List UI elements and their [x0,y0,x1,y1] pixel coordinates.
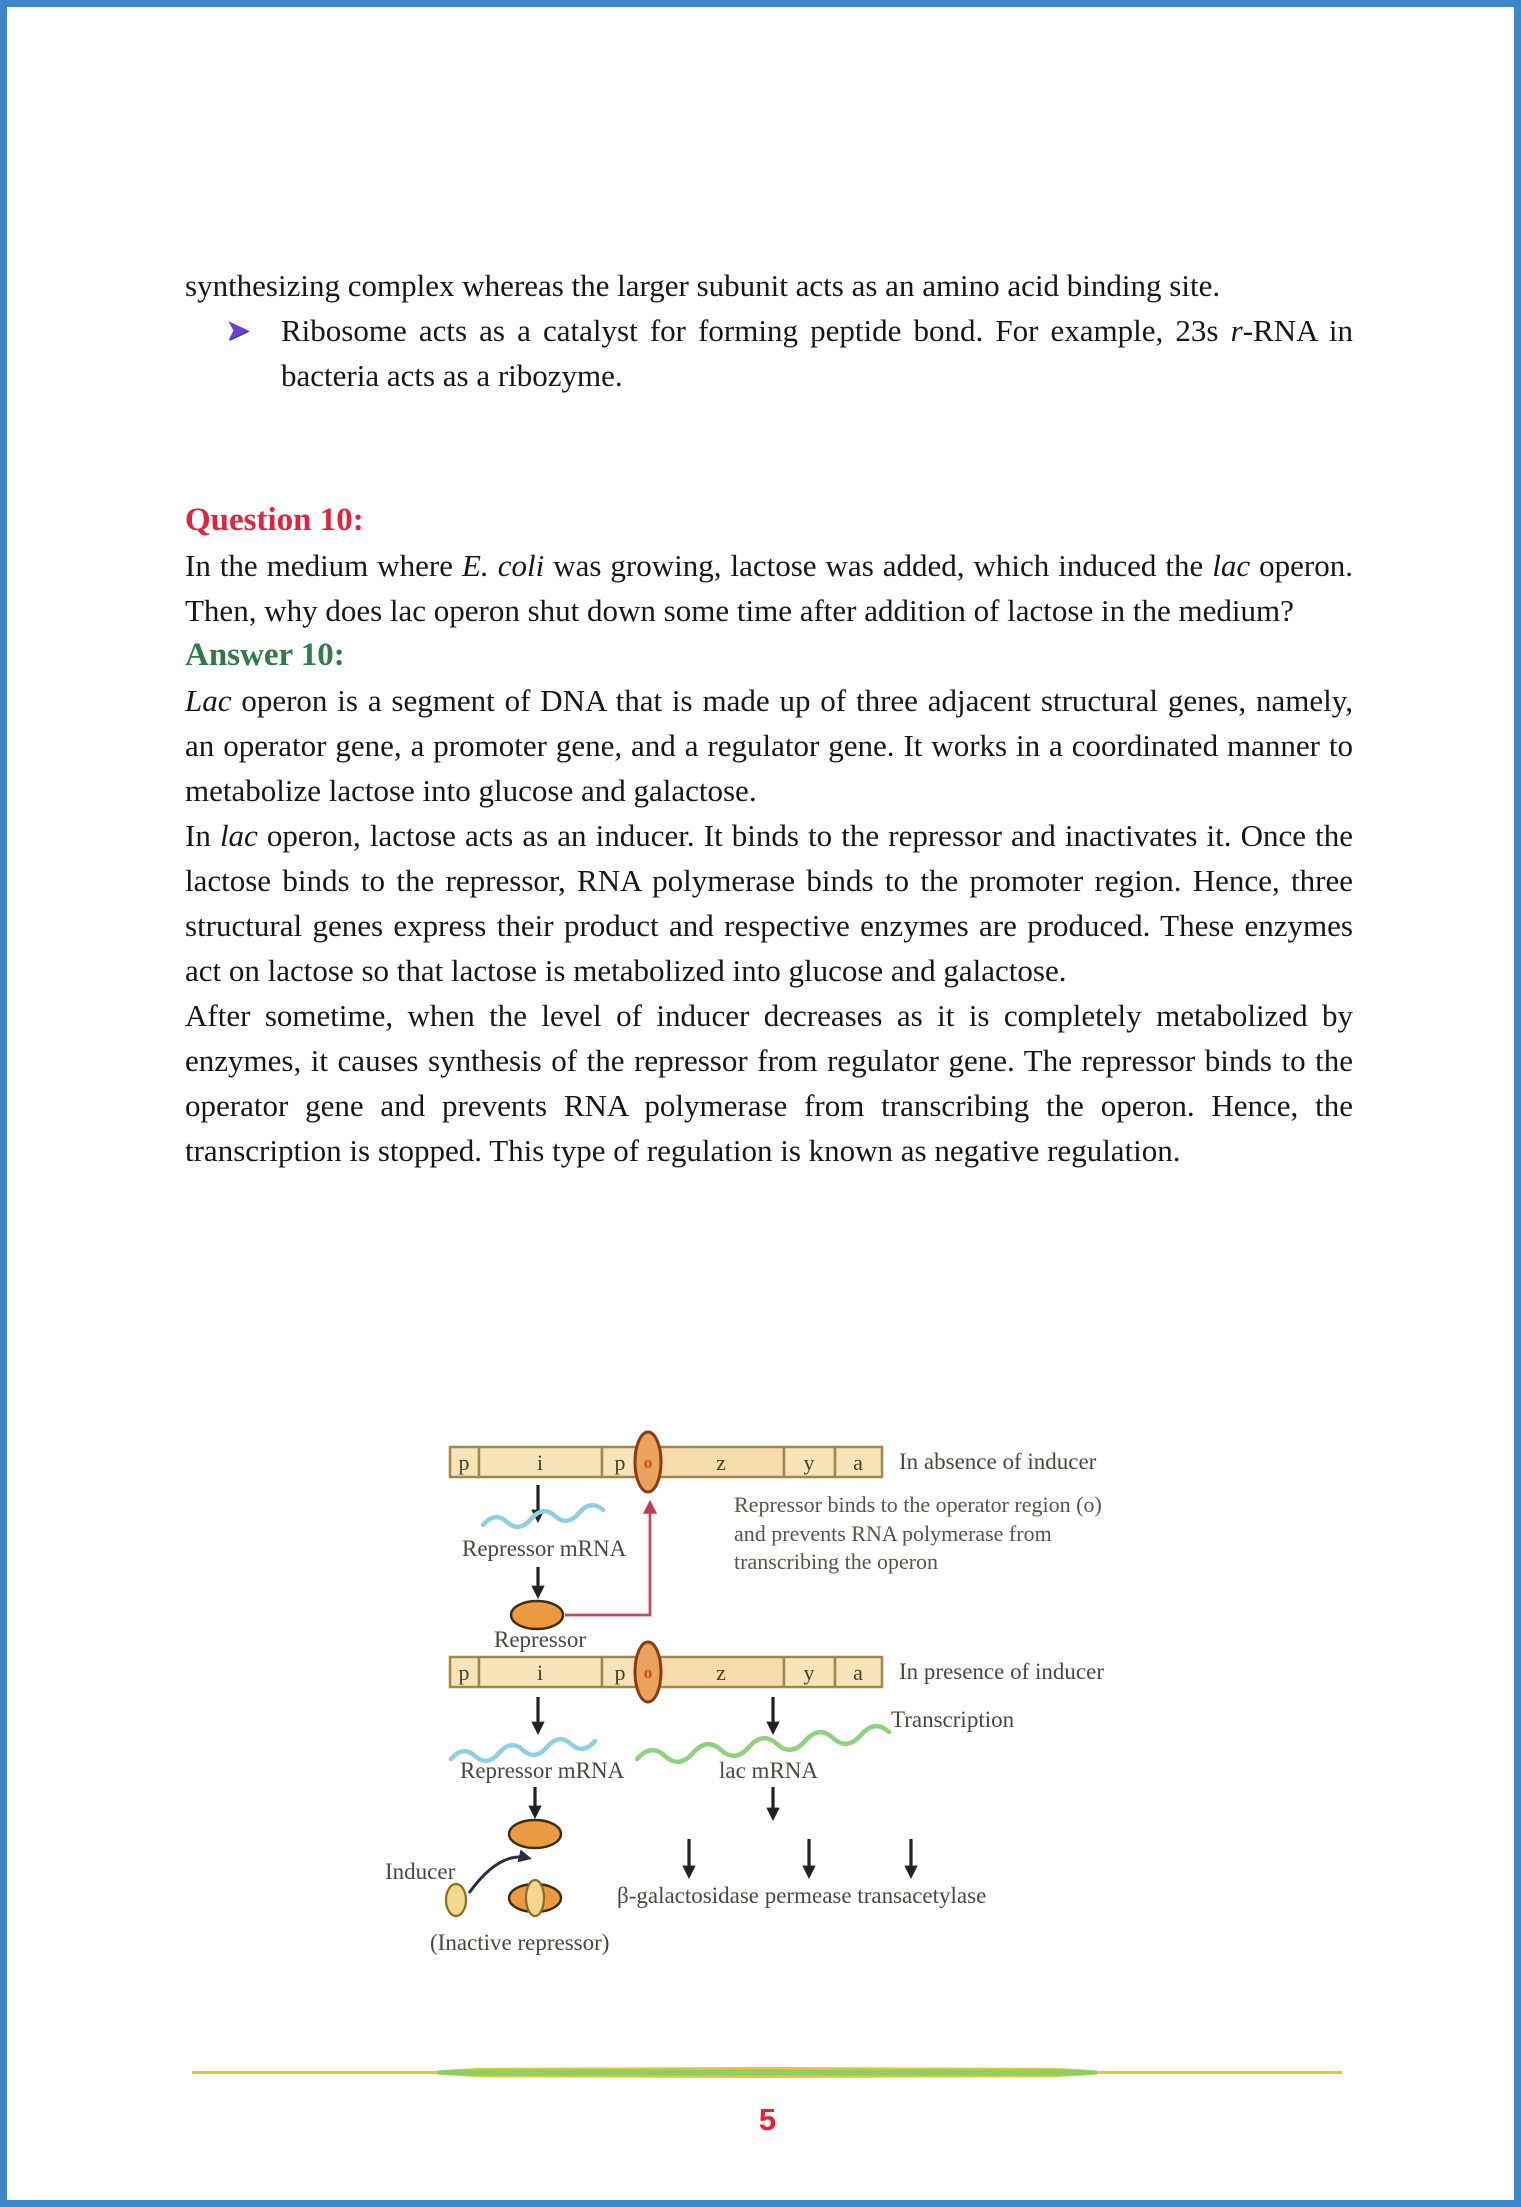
question-heading: Question 10: [185,502,364,538]
bullet-item [185,308,1353,398]
footer-divider-center [437,2067,1097,2078]
lac-operon-diagram [377,1417,1207,2017]
repressor-protein [511,1601,563,1629]
answer1-italic-lac: Lac [185,683,232,718]
operator-letter-2: o [643,1663,653,1682]
answer-paragraph-1 [185,678,1353,813]
segment-p2-label-2: p [614,1660,626,1685]
operon-strip-absence [450,1432,882,1492]
segment-a-label-2: a [853,1660,863,1685]
continuation-paragraph [185,263,1353,308]
description-line-2: and prevents RNA polymerase from [734,1521,1052,1546]
question-part-2: was growing, lactose was added, which induced the [544,548,1213,583]
segment-i-label-2: i [536,1660,544,1685]
transcription-label: Transcription [891,1707,1015,1732]
inactive-repressor-complex [509,1880,561,1916]
bullet-text-pre: Ribosome acts as a catalyst for forming peptide bond. For example, 23s [281,313,1231,348]
segment-z-label-2: z [716,1660,726,1685]
segment-y-label: y [803,1450,815,1475]
presence-label: In presence of inducer [899,1659,1104,1684]
inducer-label: Inducer [385,1859,456,1884]
answer-paragraph-3 [185,993,1353,1173]
question-part-3: operon. Then, why does lac operon shut down some time after addition of lactose in the medium? [185,548,1354,628]
answer-paragraph-2 [185,813,1353,993]
segment-i-label: i [536,1450,544,1475]
page-content [185,263,1353,1173]
absence-label: In absence of inducer [899,1449,1097,1474]
segment-p1-label: p [458,1450,470,1475]
answer3-text: After sometime, when the level of inducer decreases as it is completely metabolized by enzymes, it causes synthesis of the repressor from regulator gene. The repressor binds to the operator gene and prevents RNA polymerase from transcribing the operon. Hence, the transcription is stopped. This type of regulation is known as negative regulation. [185,998,1353,1168]
answer1-text: operon is a segment of DNA that is made up of three adjacent structural genes, namely, an operator gene, a promoter gene, and a regulator gene. It works in a coordinated manner to metabolize lactose into glucose and galactose. [185,683,1353,808]
inactive-repressor-label: (Inactive repressor) [430,1930,610,1955]
enzymes-label: β-galactosidase permease transacetylase [617,1883,987,1908]
bullet-text [281,308,1353,398]
segment-z-label: z [716,1450,726,1475]
description-line-3: transcribing the operon [734,1549,939,1574]
question-italic-ecoli: E. coli [462,548,545,583]
operator-letter: o [643,1453,653,1472]
segment-y-label-2: y [803,1660,815,1685]
bullet-text-post: -RNA in bacteria acts as a ribozyme. [281,313,1353,393]
answer2-italic-lac: lac [219,818,258,853]
repressor-label: Repressor [494,1627,586,1652]
segment-p2-label: p [614,1450,626,1475]
continuation-text: synthesizing complex whereas the larger subunit acts as an amino acid binding site. [185,268,1221,303]
lac-mrna-label: lac mRNA [719,1758,819,1783]
question-part-1: In the medium where [185,548,463,583]
answer-heading: Answer 10: [185,637,345,673]
inducer-molecule [446,1884,466,1916]
repressor-protein-2 [509,1820,561,1848]
answer2-text: operon, lactose acts as an inducer. It binds to the repressor and inactivates it. Once the lactose binds to the repressor, RNA polymerase binds to the promoter region. Hence, three structural genes express their product and respective enzymes are produced. These enzymes act on lactose so that lactose is metabolized into glucose and galactose. [185,818,1353,988]
page-number: 5 [758,2102,777,2137]
arrow-bullet-icon: ➤ [225,313,251,348]
answer2-text-pre: In [185,818,220,853]
segment-p1-label-2: p [458,1660,470,1685]
description-line-1: Repressor binds to the operator region (o) [734,1492,1102,1517]
question-italic-lac: lac [1212,548,1251,583]
lac-mrna-wave [637,1726,889,1762]
repressor-mrna-wave-1 [483,1505,603,1527]
bullet-text-italic: r [1230,313,1243,348]
question-text [185,543,1353,633]
repressor-mrna-label-2: Repressor mRNA [460,1758,625,1783]
segment-a-label: a [853,1450,863,1475]
repressor-mrna-label-1: Repressor mRNA [462,1536,627,1561]
